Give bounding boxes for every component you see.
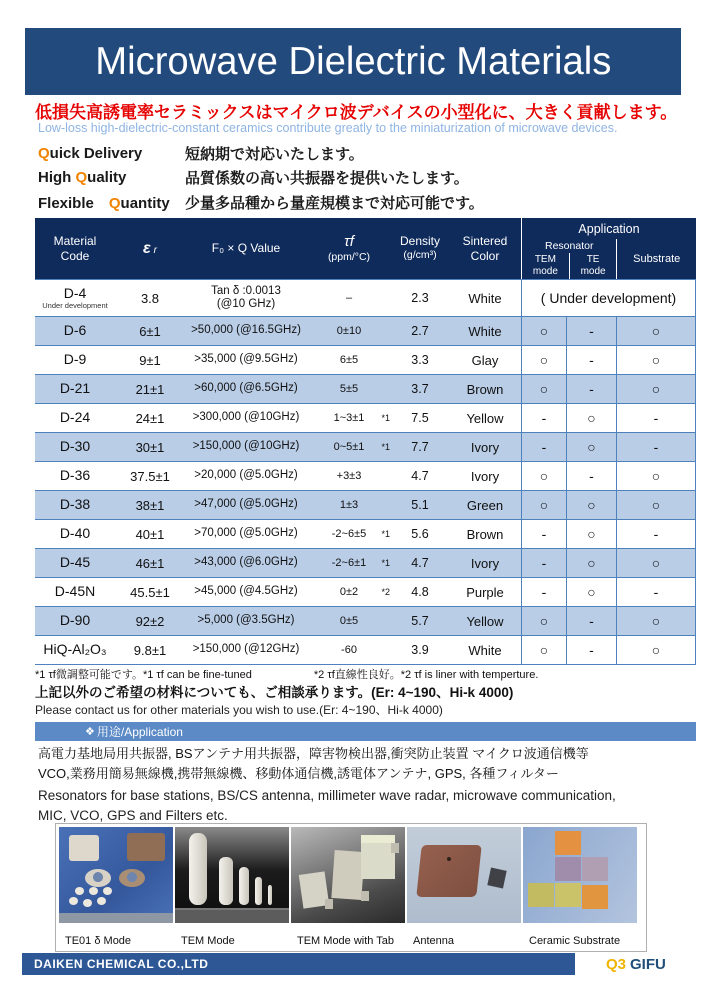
cell-te-mode: ○ <box>566 491 616 519</box>
feature-description: 少量多品種から量産規模まで対応可能です。 <box>185 194 484 212</box>
cell-substrate: ○ <box>616 375 696 403</box>
cell-tem-mode: - <box>521 404 566 432</box>
cell-tem-mode: ○ <box>521 607 566 635</box>
footnote-marker: *1 <box>381 442 390 452</box>
cell-sintered-color: Ivory <box>470 468 500 484</box>
cell-substrate: ○ <box>616 636 696 664</box>
cell-fq: >60,000 (@6.5GHz) <box>194 382 298 395</box>
cell-material-code: D-6 <box>63 322 87 339</box>
cell-density: 7.5 <box>411 411 429 425</box>
cell-tf: 5±5 <box>339 383 359 395</box>
feature-label: High Quality <box>38 169 127 187</box>
company-name: DAIKEN CHEMICAL CO.,LTD <box>34 957 209 971</box>
cell-er: 40±1 <box>135 526 165 542</box>
cell-tf: 0~5±1 *1 <box>333 441 390 453</box>
cell-er: 9±1 <box>139 352 161 368</box>
cell-tem-mode: ○ <box>521 491 566 519</box>
header-application: Application <box>578 221 640 236</box>
cell-density: 4.7 <box>411 469 429 483</box>
cell-substrate: - <box>616 578 696 606</box>
application-section-title: 用途/Application <box>96 725 183 739</box>
cell-tf: -2~6±1 *1 <box>331 557 390 569</box>
cell-tem-mode: - <box>521 433 566 461</box>
cell-er: 21±1 <box>135 381 165 397</box>
footnote-2: *2 τf直線性良好。*2 τf is liner with temperture. <box>313 669 539 681</box>
cell-tem-mode: ○ <box>521 375 566 403</box>
cell-tf: -60 <box>341 644 357 656</box>
cell-tf: -2~6±5 *1 <box>331 528 390 540</box>
feature-description: 品質係数の高い共振器を提供いたします。 <box>185 170 469 188</box>
photo-tem-mode <box>175 827 289 923</box>
cell-sintered-color: White <box>468 290 502 306</box>
cell-substrate: ○ <box>616 549 696 577</box>
photo-antenna <box>407 827 521 923</box>
cell-tem-mode: - <box>521 549 566 577</box>
table-row <box>35 317 696 346</box>
cell-fq: >5,000 (@3.5GHz) <box>197 614 295 627</box>
table-row <box>35 607 696 636</box>
cell-tf: 0±5 <box>339 615 359 627</box>
photo-te01-mode <box>59 827 173 923</box>
q3-gifu-logo: Q3 GIFU <box>606 956 666 973</box>
contact-note-japanese: 上記以外のご希望の材料についても、ご相談承ります。(Er: 4~190、Hi-k 4000) <box>35 685 514 700</box>
cell-material-code: HiQ-Al₂O₃ <box>43 641 107 658</box>
cell-tem-mode: ○ <box>521 346 566 374</box>
footnote-marker: *2 <box>381 587 390 597</box>
cell-density: 5.6 <box>411 527 429 541</box>
table-row <box>35 404 696 433</box>
footer-bar <box>22 953 575 975</box>
cell-application-span: ( Under development) <box>521 280 696 316</box>
feature-label: Quick Delivery <box>38 144 143 162</box>
cell-sintered-color: White <box>468 642 502 658</box>
cell-sintered-color: Ivory <box>470 555 500 571</box>
cell-er: 3.8 <box>140 290 160 306</box>
cell-material-code: D-90 <box>59 612 91 629</box>
cell-density: 4.8 <box>411 585 429 599</box>
cell-fq: >43,000 (@6.0GHz) <box>194 556 298 569</box>
header-tau-f: τf (ppm/°C) <box>327 232 371 264</box>
table-row <box>35 462 696 491</box>
cell-sintered-color: Yellow <box>466 410 504 426</box>
application-text-english: Resonators for base stations, BS/CS antenna, millimeter wave radar, microwave communication, MIC, VCO, GPS and Filters etc. <box>38 788 616 823</box>
cell-er: 38±1 <box>135 497 165 513</box>
cell-sintered-color: Ivory <box>470 439 500 455</box>
table-header <box>35 218 696 280</box>
cell-tf: 6±5 <box>339 354 359 366</box>
cell-fq: >150,000 (@10GHz) <box>192 440 300 453</box>
feature-quick-delivery <box>38 141 668 166</box>
cell-te-mode: ○ <box>566 404 616 432</box>
table-row <box>35 491 696 520</box>
photo-ceramic-substrate <box>523 827 637 923</box>
cell-te-mode: - <box>566 317 616 345</box>
cell-sintered-color: Brown <box>466 381 504 397</box>
header-tem-mode: TEM mode <box>532 254 558 277</box>
cell-material-code: D-30 <box>59 438 91 455</box>
subtitle-english: Low-loss high-dielectric-constant ceramics contribute greatly to the miniaturization of microwave devices. <box>38 121 618 135</box>
footnote-marker: *1 <box>381 558 390 568</box>
cell-material-code: D-40 <box>59 525 91 542</box>
footnotes <box>35 666 538 682</box>
cell-te-mode: ○ <box>566 520 616 548</box>
cell-density: 3.7 <box>411 382 429 396</box>
cell-tem-mode: - <box>521 578 566 606</box>
under-development-note: Under development <box>42 300 108 310</box>
photo-caption: TE01 δ Mode <box>65 935 132 947</box>
cell-te-mode: - <box>566 462 616 490</box>
header-density: Density (g/cm³) <box>399 234 440 262</box>
header-fq-value: F₀ × Q Value <box>211 241 281 255</box>
page-title: Microwave Dielectric Materials <box>94 39 612 83</box>
cell-substrate: ○ <box>616 462 696 490</box>
cell-te-mode: - <box>566 375 616 403</box>
cell-density: 3.3 <box>411 353 429 367</box>
header-epsilon-r: ε r <box>143 239 157 257</box>
table-body <box>35 317 696 665</box>
feature-high-quality <box>38 166 668 191</box>
cell-substrate: - <box>616 520 696 548</box>
cell-density: 3.9 <box>411 643 429 657</box>
cell-sintered-color: Yellow <box>466 613 504 629</box>
photo-caption: Antenna <box>413 935 454 947</box>
table-row <box>35 549 696 578</box>
feature-flexible-quantity <box>38 190 668 215</box>
cell-er: 6±1 <box>139 323 161 339</box>
cell-fq: >45,000 (@4.5GHz) <box>194 585 298 598</box>
cell-density: 5.1 <box>411 498 429 512</box>
cell-er: 46±1 <box>135 555 165 571</box>
cell-material-code: D-45N <box>54 583 96 600</box>
cell-er: 45.5±1 <box>130 584 170 600</box>
cell-substrate: ○ <box>616 346 696 374</box>
cell-fq: >300,000 (@10GHz) <box>192 411 300 424</box>
cell-substrate: - <box>616 404 696 432</box>
cell-sintered-color: Brown <box>466 526 504 542</box>
materials-table <box>35 218 696 665</box>
cell-substrate: ○ <box>616 607 696 635</box>
cell-te-mode: ○ <box>566 433 616 461</box>
cell-er: 37.5±1 <box>130 468 170 484</box>
cell-fq: >70,000 (@5.0GHz) <box>194 527 298 540</box>
photo-caption: TEM Mode with Tab <box>297 935 395 947</box>
subtitle-japanese: 低損失高誘電率セラミックスはマイクロ波デバイスの小型化に、大きく貢献します。 <box>35 103 678 122</box>
contact-note-english: Please contact us for other materials you wish to use.(Er: 4~190、Hi-k 4000) <box>35 703 443 717</box>
cell-sintered-color: Glay <box>471 352 499 368</box>
cell-material-code: D-4 Under development <box>42 285 108 310</box>
cell-material-code: D-9 <box>63 351 87 368</box>
cell-material-code: D-36 <box>59 467 91 484</box>
table-row <box>35 636 696 665</box>
cell-density: 5.7 <box>411 614 429 628</box>
table-row <box>35 433 696 462</box>
cell-fq: Tan δ :0.0013 (@10 GHz) <box>211 284 281 310</box>
cell-tf: 0±2 *2 <box>339 586 390 598</box>
table-row-d4 <box>35 280 696 317</box>
cell-material-code: D-21 <box>59 380 91 397</box>
cell-er: 92±2 <box>135 613 165 629</box>
title-bar <box>25 28 681 95</box>
feature-description: 短納期で対応いたします。 <box>185 145 364 163</box>
header-sintered-color: Sintered Color <box>462 233 508 263</box>
cell-tem-mode: ○ <box>521 317 566 345</box>
cell-er: 24±1 <box>135 410 165 426</box>
feature-label: Flexible Quantity <box>38 194 170 212</box>
cell-tf: +3±3 <box>336 470 362 482</box>
cell-density: 7.7 <box>411 440 429 454</box>
cell-fq: >35,000 (@9.5GHz) <box>194 353 298 366</box>
table-row <box>35 375 696 404</box>
cell-er: 30±1 <box>135 439 165 455</box>
cell-te-mode: ○ <box>566 549 616 577</box>
photo-captions <box>59 935 639 947</box>
cell-tf: 1±3 <box>339 499 359 511</box>
cell-density: 2.7 <box>411 324 429 338</box>
cell-sintered-color: White <box>468 323 502 339</box>
diamond-icon: ❖ <box>85 726 95 738</box>
footnote-marker: *1 <box>381 413 390 423</box>
cell-density: 4.7 <box>411 556 429 570</box>
cell-material-code: D-24 <box>59 409 91 426</box>
cell-substrate: ○ <box>616 491 696 519</box>
cell-tf: 0±10 <box>336 325 362 337</box>
cell-tf: 1~3±1 *1 <box>333 412 390 424</box>
cell-tf: – <box>345 292 353 304</box>
table-row <box>35 346 696 375</box>
cell-te-mode: - <box>566 346 616 374</box>
photo-caption: TEM Mode <box>181 935 235 947</box>
header-resonator: Resonator <box>545 240 594 252</box>
header-te-mode: TE mode <box>569 253 617 279</box>
footnote-1: *1 τf微調整可能です。*1 τf can be fine-tuned <box>35 669 252 681</box>
application-section-bar <box>35 722 696 741</box>
cell-fq: >47,000 (@5.0GHz) <box>194 498 298 511</box>
header-material-code: Material Code <box>53 233 97 263</box>
photo-tem-mode-with-tab <box>291 827 405 923</box>
cell-fq: >50,000 (@16.5GHz) <box>191 324 301 337</box>
cell-fq: >150,000 (@12GHz) <box>192 643 300 656</box>
feature-list <box>38 141 668 215</box>
header-resonator-group <box>522 239 616 279</box>
table-row <box>35 578 696 607</box>
cell-substrate: - <box>616 433 696 461</box>
cell-te-mode: - <box>566 607 616 635</box>
cell-sintered-color: Purple <box>466 584 504 600</box>
cell-tem-mode: - <box>521 520 566 548</box>
cell-te-mode: - <box>566 636 616 664</box>
photo-caption: Ceramic Substrate <box>529 935 621 947</box>
header-substrate: Substrate <box>616 239 696 279</box>
cell-substrate: ○ <box>616 317 696 345</box>
footnote-marker: *1 <box>381 529 390 539</box>
cell-material-code: D-45 <box>59 554 91 571</box>
table-row <box>35 520 696 549</box>
cell-material-code: D-38 <box>59 496 91 513</box>
header-application-group <box>521 218 696 279</box>
cell-fq: >20,000 (@5.0GHz) <box>194 469 298 482</box>
cell-tem-mode: ○ <box>521 462 566 490</box>
application-text-japanese: 高電力基地局用共振器, BSアンテナ用共振器，障害物検出器,衝突防止装置 マイクロ波通信機等 VCO,業務用簡易無線機,携帯無線機、移動体通信機,誘電体アンテナ, GPS, 各種フィルター <box>38 746 589 781</box>
cell-tem-mode: ○ <box>521 636 566 664</box>
product-photo-strip <box>55 823 647 952</box>
cell-density: 2.3 <box>411 291 429 305</box>
cell-sintered-color: Green <box>466 497 504 513</box>
cell-er: 9.8±1 <box>133 642 167 658</box>
cell-te-mode: ○ <box>566 578 616 606</box>
